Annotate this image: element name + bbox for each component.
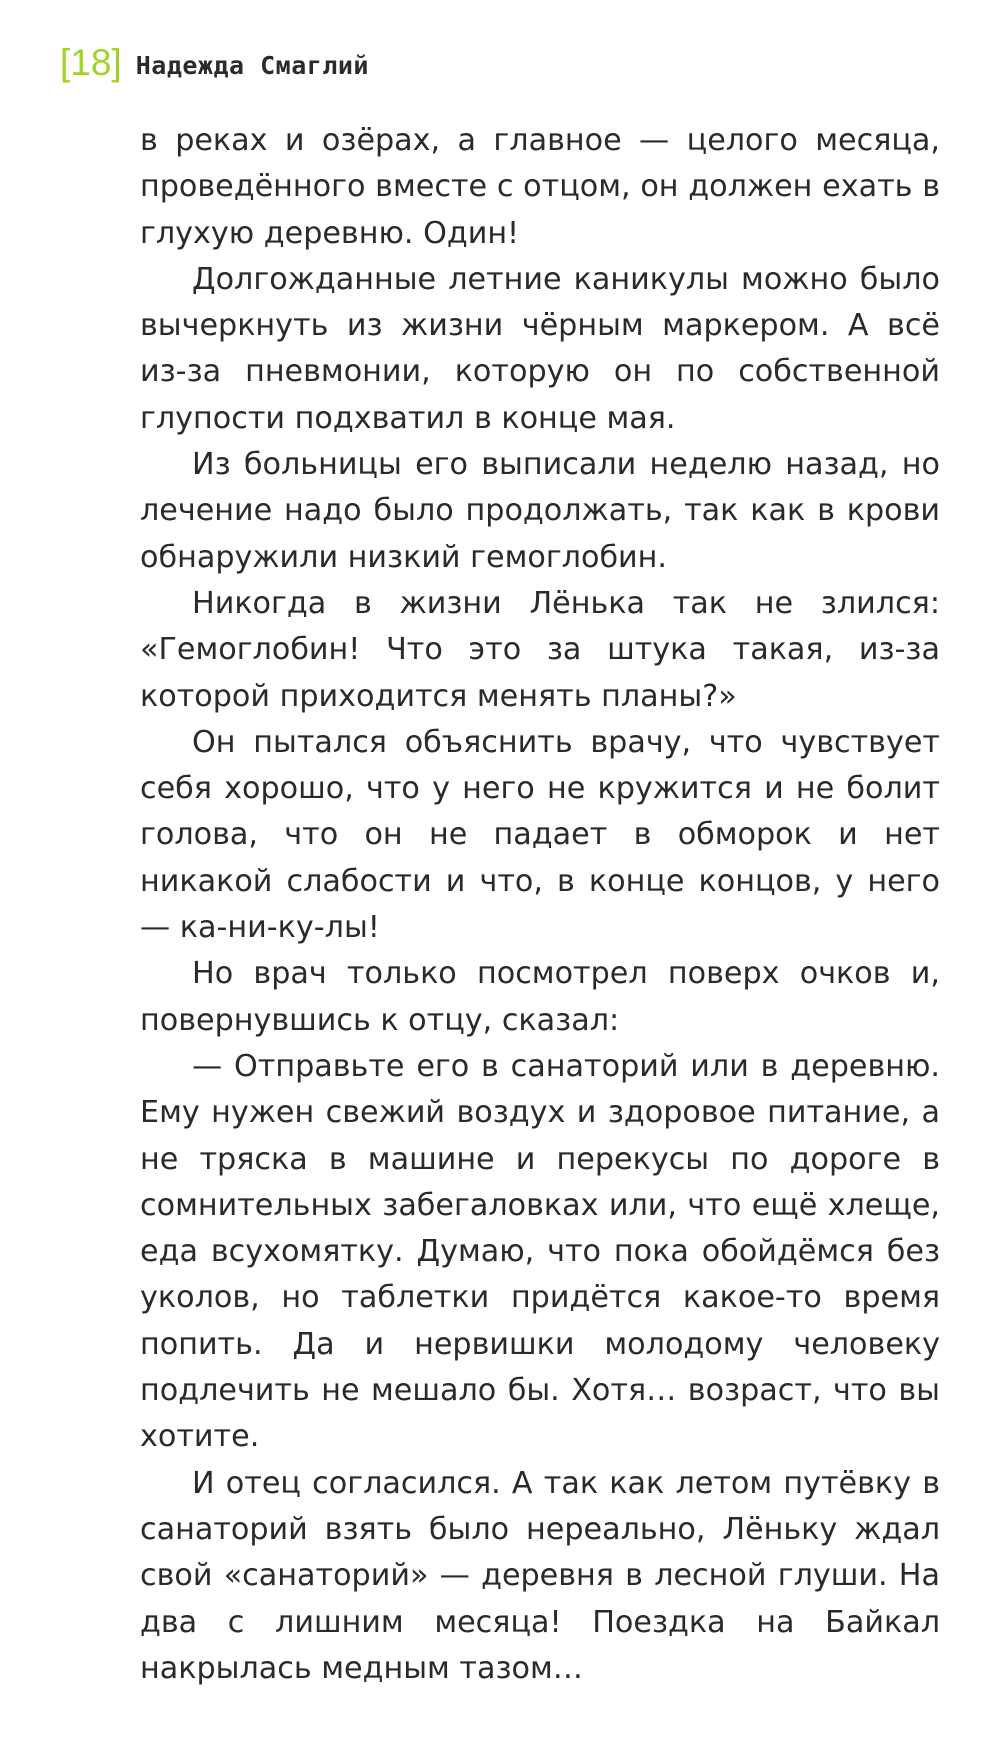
paragraph: в реках и озёрах, а главное — целого месяца, проведённого вместе с отцом, он должен ехать в глухую деревню. Один! xyxy=(140,123,940,251)
page-number: [18] xyxy=(60,42,122,83)
paragraph: — Отправьте его в санаторий или в деревню. Ему нужен свежий воздух и здоровое питание, а не тряска в машине и перекусы по дороге в сомнительных забегаловках или, что ещё хлеще, еда всухомятку. Думаю, что пока обойдёмся без уколов, но таблетки придётся какое-то время попить. Да и нервишки молодому человеку подлечить не мешало бы. Хотя… возраст, что вы хотите. xyxy=(140,1048,940,1455)
paragraph: Из больницы его выписали неделю назад, но лечение надо было продолжать, так как в крови обнаружили низкий гемоглобин. xyxy=(140,447,940,575)
paragraph: И отец согласился. А так как летом путёвку в санаторий взять было нереально, Лёньку ждал свой «санаторий» — деревня в лесной глуши. На два с лишним месяца! Поездка на Байкал накрылась медным тазом… xyxy=(140,1465,940,1686)
paragraph: Долгожданные летние каникулы можно было вычеркнуть из жизни чёрным маркером. А всё из-за пневмонии, которую он по собственной глупости подхватил в конце мая. xyxy=(140,261,940,436)
paragraph: Никогда в жизни Лёнька так не злился: «Гемоглобин! Что это за штука такая, из-за которой приходится менять планы?» xyxy=(140,585,940,714)
body-text xyxy=(140,118,940,1692)
paragraph: Он пытался объяснить врачу, что чувствует себя хорошо, что у него не кружится и не болит голова, что он не падает в обморок и нет никакой слабости и что, в конце концов, у него — ка-ни-ку-лы! xyxy=(140,724,940,946)
running-header xyxy=(60,38,369,88)
paragraph: Но врач только посмотрел поверх очков и, повернувшись к отцу, сказал: xyxy=(140,956,940,1038)
author-name: Надежда Смаглий xyxy=(135,50,369,80)
